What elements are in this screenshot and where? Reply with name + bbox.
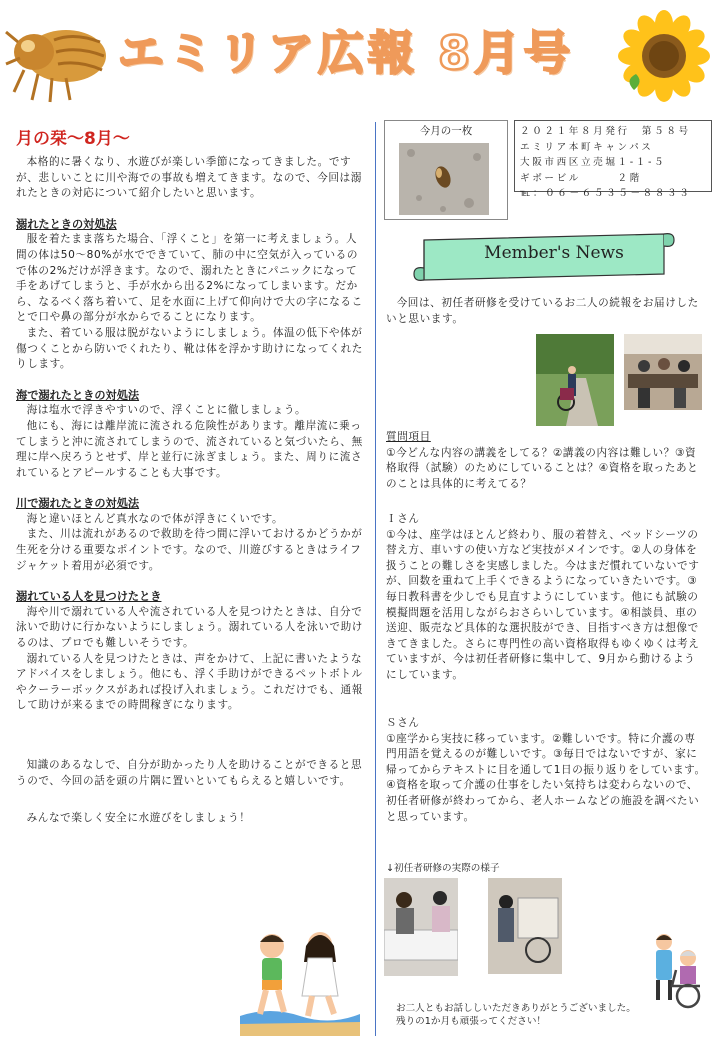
news-intro: 今回は、初任者研修を受けているお二人の続報をお届けしたいと思います。 [386,297,699,325]
question-text: ①今どんな内容の講義をしてる？②講義の内容は難しい？③資格取得（試験）のためにしていることは？④資格を取ったあとのことは具体的に考えてる？ [386,446,699,490]
sunflower-icon [614,10,714,106]
section-title: 溺れている人を見つけたとき [16,590,162,604]
practice-label: ↓初任者研修の実際の様子 [386,863,500,874]
section-paragraph: 溺れている人を見つけたときは、声をかけて、上記に書いたようなアドバイスをしましょう。他にも、浮く手助けができるペットボトルやクーラーボックスがあれば投げ入れましょう。これだけでも、通報して助けが来るまでの時間稼ぎになります。 [16,652,363,712]
column-heading: 月の栞～8月～ [16,129,130,149]
caregiver-illustration [648,930,710,1010]
page-title: エミリア広報 8月号 [118,26,575,80]
interviewee-answer: ①今は、座学はほとんど終わり、服の着替え、ベッドシーツの替え方、車いすの使い方など実技がメインです。②人の身体を扱うことの難しさを実感しました。今はまだ慣れていないですが、回数を重ねて上手くできるようになっていきたいです。③毎日教科書を少しでも見直すようにしています。他にも試験の模擬問題を活用しながらおさらいしています。④相談員、車の送迎、販売など具体的な選択肢ができ、目指すべき方は想像できてきました。さらに専門性の高い資格取得もゆくゆくは考えていますが、今は初任者研修に集中して、9月から動けるようにしています。 [386,528,700,681]
thanks-line: 残りの1か月も頑張ってください！ [396,1016,547,1027]
phone-line: ℡：０６－６５３５－８８３３ [520,188,692,199]
question-title: 質問項目 [386,431,431,443]
section-paragraph: また、川は流れがあるので救助を待つ間に浮いておけるかどうかが生死を分ける重要なポイントです。なので、川遊びするときはライフジャケット着用が必須です。 [16,528,363,572]
section-title: 川で溺れたときの対処法 [16,497,140,511]
news-intro-block [386,296,706,327]
interview-i-block [386,512,706,684]
interviewee-name: Ｉさん [386,513,420,525]
interviewee-name: Ｓさん [386,717,420,729]
left-column [16,124,366,827]
practice-photo-bed [384,878,458,976]
section-title: 海で溺れたときの対処法 [16,388,140,402]
section-paragraph: 服を着たまま落ちた場合、「浮くこと」を第一に考えましょう。人間の体は50～80%が水でできていて、肺の中に空気が入っているので体の2%だけが浮きます。なので、溺れたときにパニックになって手をあげてしまうと、手が水から出る2%になってしまいます。だから、なるべく落ち着いて、足を水面に上げて仰向けで大の字になることで口や鼻の部分が水からでることになります。 [16,233,363,324]
building-line: ギボービル ２階 [520,172,642,184]
closing-paragraph: みんなで楽しく安全に水遊びをしましょう！ [26,812,251,825]
interview-s-block [386,716,706,825]
address-line: 大阪市西区立売堀１-１-５ [520,157,667,168]
banner-title: Member's News [484,243,624,263]
practice-photo-wheelchair [488,878,562,974]
classroom-photo [624,334,702,410]
campus-line: エミリア本町キャンパス [520,141,654,153]
section-paragraph: 海と違いほとんど真水なので体が浮きにくいです。 [26,512,284,525]
column-divider [375,122,376,1036]
question-block [386,430,706,492]
photo-caption: 今月の一枚 [419,125,473,137]
publication-info [514,120,712,199]
header [0,0,720,112]
thanks-block [396,1002,666,1028]
photo-of-month-box [384,120,508,220]
practice-label-block [386,860,706,874]
thanks-line: お二人ともお話ししいただきありがとうございました。 [396,1003,636,1014]
cicada-icon [4,12,116,104]
cicada-photo [399,143,489,215]
wheelchair-outdoor-photo [536,334,614,426]
section-paragraph: 海や川で溺れている人や流されている人を見つけたときは、自分で泳いで助けに行かないようにしましょう。溺れている人を泳いで助けるのは、プロでも難しいそうです。 [16,605,364,650]
section-paragraph: 海は塩水で浮きやすいので、浮くことに徹しましょう。 [26,404,307,417]
issue-line: ２０２１年８月発行 第５８号 [520,126,691,137]
intro-paragraph: 本格的に暑くなり、水遊びが楽しい季節になってきました。ですが、悲しいことに川や海での事故も増えてきます。なので、今回は溺れたときの対応について紹介したいと思います。 [16,156,362,200]
kids-beach-illustration [240,924,360,1036]
interviewee-answer: ①座学から実技に移っています。②難しいです。特に介護の専門用語を覚えるのが難しいです。③毎日ではないですが、家に帰ってからテキストに目を通して1日の振り返りをしています。④資格を取って介護の仕事をしたい気持ちは変わらないので、初任者研修が終わってから、老人ホームなどの施設を調べたいと思っています。 [386,732,706,823]
closing-paragraph: 知識のあるなしで、自分が助かったり人を助けることができると思うので、今回の話を頭の片隅に置いといてもらえると嬉しいです。 [16,759,363,787]
section-paragraph: 他にも、海には離岸流に流される危険性があります。離岸流に乗ってしまうと沖に流されてしまうので、流されていると気づいたら、無理に岸へ戻ろうとせず、岸と並行に泳ぎましょう。また、周りに流されているとアピールすることも大事です。 [16,419,363,479]
section-title: 溺れたときの対処法 [16,217,117,231]
section-paragraph: また、着ている服は脱がないようにしましょう。体温の低下や体が傷つくことから防いでくれたり、靴は体を浮かす助けになってくれたりします。 [16,326,364,371]
